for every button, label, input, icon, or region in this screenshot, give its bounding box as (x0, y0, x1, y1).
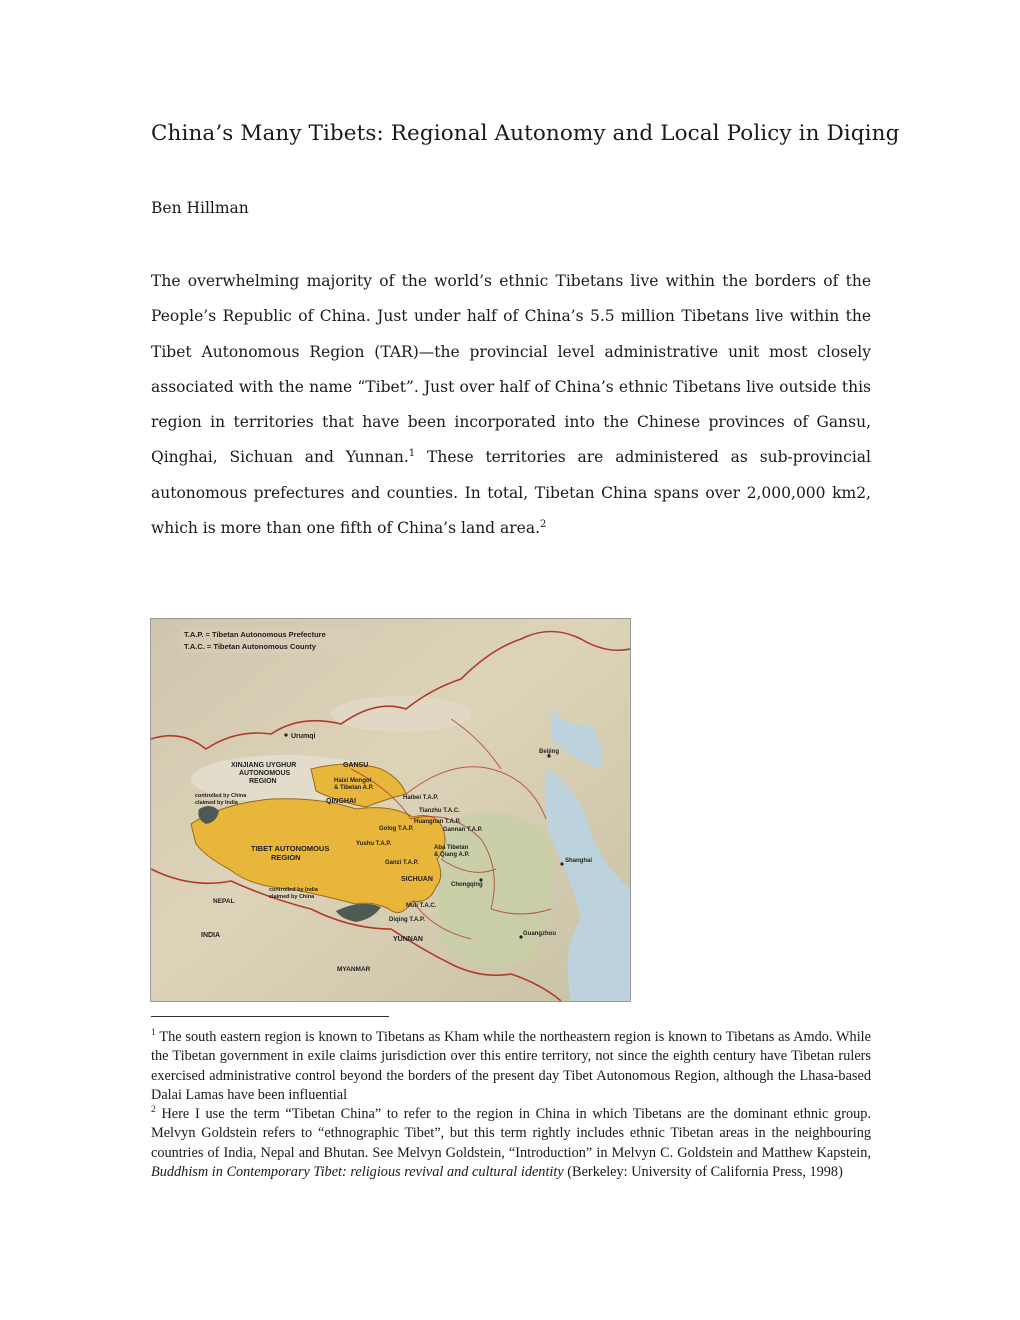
label-muli: Muli T.A.C. (406, 903, 437, 909)
footnote-separator (151, 1016, 389, 1017)
document-title: China’s Many Tibets: Regional Autonomy and Local Policy in Diqing (151, 121, 900, 146)
label-ganzi: Ganzi T.A.P. (385, 860, 419, 866)
author-name: Ben Hillman (151, 199, 249, 217)
label-haixi-1: Haixi Mongol (334, 778, 372, 784)
label-nepal: NEPAL (213, 898, 235, 905)
footnote-2-text: Here I use the term “Tibetan China” to refer to the region in China in which Tibetans are the dominant ethnic group. Melvyn Goldstein refers to “ethnographic Tibet”, but this term rightly includes ethnic Tibetan areas in the neighbouring countries of India, Nepal and Bhutan. See Melvyn Goldstein, “Introduction” in Melvyn C. Goldstein and Matthew Kapstein, (151, 1106, 871, 1161)
footnote-2 (151, 1105, 871, 1182)
label-xinjiang-3: REGION (249, 778, 277, 785)
label-yunnan: YUNNAN (393, 936, 423, 943)
map-gobi (331, 696, 471, 732)
footnote-1-text: The south eastern region is known to Tibetans as Kham while the northeastern region is known to Tibetans as Amdo. While the Tibetan government in exile claims jurisdiction over this entire territory, not since the eighth century have Tibetan rulers exercised administrative control beyond the borders of the present day Tibet Autonomous Region, although the Lhasa-based Dalai Lamas have been influential (151, 1029, 871, 1103)
footnote-2-publisher: (Berkeley: University of California Press, 1998) (563, 1163, 843, 1180)
label-diqing: Diqing T.A.P. (389, 917, 425, 923)
label-yushu: Yushu T.A.P. (356, 841, 392, 847)
paragraph-part-1: The overwhelming majority of the world’s ethnic Tibetans live within the borders of the People’s Republic of China. Just under half of China’s 5.5 million Tibetans live within the Tibet Autonomous Region (TAR)—the provincial level administrative unit most closely associated with the name “Tibet”. Just over half of China’s ethnic Tibetans live outside this region in territories that have been incorporated into the Chinese provinces of Gansu, Qinghai, Sichuan and Yunnan. (151, 272, 871, 467)
label-urumqi: Urumqi (291, 733, 316, 740)
paragraph-part-2: These territories are administered as sub-provincial autonomous prefectures and counties. In total, Tibetan China spans over 2,000,000 km2, which is more than one fifth of China’s land area. (151, 448, 871, 538)
legend-line-1: T.A.P. = Tibetan Autonomous Prefecture (184, 630, 326, 639)
label-golog: Golog T.A.P. (379, 826, 414, 832)
map-lowlands (438, 812, 554, 965)
label-haibei: Haibei T.A.P. (403, 795, 439, 801)
label-myanmar: MYANMAR (337, 966, 371, 973)
label-xinjiang-1: XINJIANG UYGHUR (231, 762, 297, 769)
label-tar-2: REGION (271, 853, 301, 862)
label-chongqing: Chongqing (451, 882, 483, 888)
label-shanghai: Shanghai (565, 858, 593, 864)
footnote-2-book-title: Buddhism in Contemporary Tibet: religious revival and cultural identity (151, 1163, 564, 1180)
label-aba-1: Aba Tibetan (434, 845, 469, 851)
footnote-1 (151, 1028, 871, 1105)
label-beijing: Beijing (539, 749, 560, 755)
label-india: INDIA (201, 932, 221, 939)
label-gannan: Gannan T.A.P. (443, 827, 483, 833)
label-china-claim-2: claimed by India (195, 800, 238, 806)
footnote-2-number: 2 (151, 1105, 156, 1116)
label-aba-2: & Qiang A.P. (434, 852, 470, 858)
label-tianzhu: Tianzhu T.A.C. (419, 808, 460, 814)
label-india-claim-2: claimed by China (269, 894, 315, 900)
label-india-claim-1: controlled by India (269, 887, 318, 893)
footnote-ref-2[interactable]: 2 (540, 518, 547, 530)
legend-line-2: T.A.C. = Tibetan Autonomous County (184, 642, 316, 651)
label-gansu: GANSU (343, 762, 369, 769)
label-sichuan: SICHUAN (401, 876, 433, 883)
shanghai-dot (560, 862, 563, 865)
label-haixi-2: & Tibetan A.P. (334, 785, 374, 791)
footnote-ref-1[interactable]: 1 (408, 448, 416, 460)
tibet-map-figure (150, 618, 631, 1002)
intro-paragraph (151, 264, 871, 546)
footnotes (151, 1028, 871, 1182)
label-huangnan: Huangnan T.A.P. (414, 819, 461, 825)
label-qinghai: QINGHAI (326, 798, 356, 805)
tibet-map (151, 619, 630, 1001)
urumqi-dot (284, 733, 287, 736)
label-guangzhou: Guangzhou (523, 931, 556, 937)
footnote-1-number: 1 (151, 1028, 156, 1039)
label-xinjiang-2: AUTONOMOUS (239, 770, 291, 777)
label-tar-1: TIBET AUTONOMOUS (251, 844, 330, 853)
label-china-claim-1: controlled by China (195, 793, 247, 799)
